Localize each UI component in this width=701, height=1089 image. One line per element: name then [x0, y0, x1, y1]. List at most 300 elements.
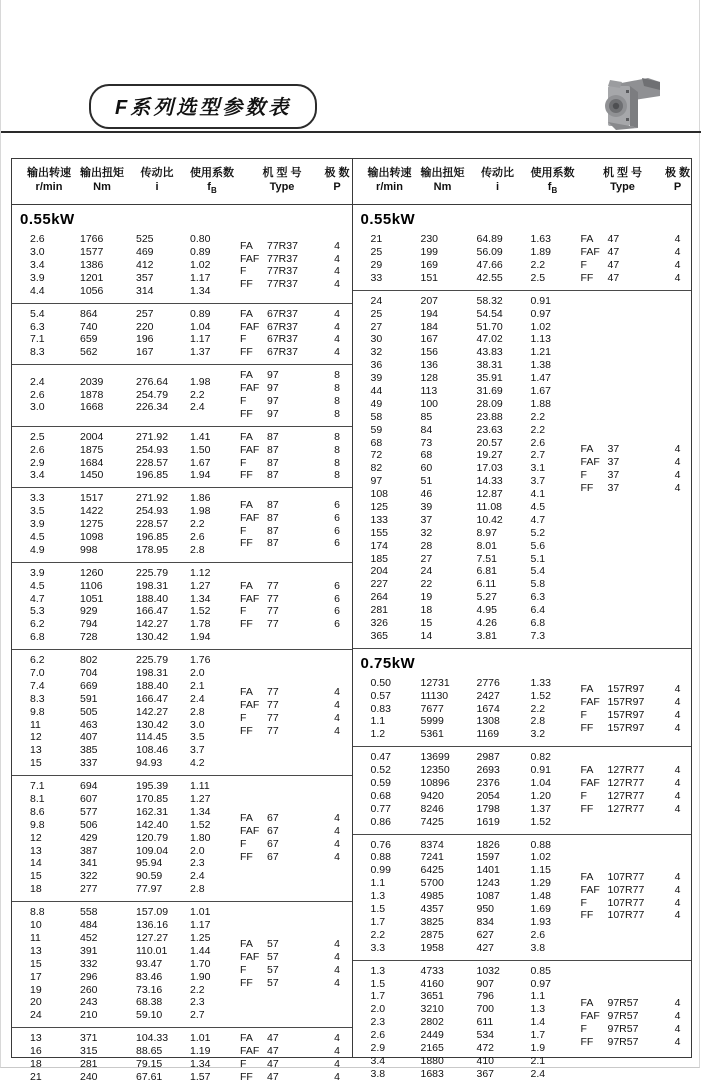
value: 1169 [476, 728, 500, 741]
type-group [12, 1027, 352, 1089]
poles-value: 4 [334, 851, 340, 864]
header-line1: 极 数 [324, 167, 350, 179]
value: 1.52 [190, 818, 211, 831]
type-prefix: FF [240, 407, 253, 420]
header-line1: 极 数 [664, 167, 691, 179]
type-model: 97R57 [607, 1022, 639, 1035]
header-line2 [581, 180, 665, 194]
value: 2.7 [530, 449, 546, 462]
value: 1684 [80, 456, 104, 469]
ratio-values [130, 1032, 184, 1084]
value: 365 [370, 629, 389, 642]
type-model: 87 [267, 443, 279, 456]
value: 72 [370, 449, 383, 462]
header-unit: r/min [376, 181, 403, 193]
value: 5999 [420, 715, 444, 728]
value: 1.63 [530, 233, 551, 246]
value: 525 [136, 233, 154, 246]
value: 1.3 [530, 1003, 546, 1016]
value: 2.1 [190, 679, 205, 692]
torque-values [415, 839, 471, 955]
value: 4.9 [30, 543, 45, 556]
type-prefix: FF [240, 851, 253, 864]
poles-value: 4 [674, 481, 681, 494]
value: 6.8 [530, 617, 546, 630]
poles-value: 4 [334, 346, 340, 359]
value: 3.7 [530, 475, 546, 488]
type-label [240, 321, 324, 334]
value: 83.46 [136, 970, 163, 983]
type-model: 87 [267, 524, 279, 537]
type-label [240, 240, 324, 253]
value: 7.4 [30, 679, 45, 692]
value: 68.38 [136, 996, 163, 1009]
value: 23.63 [476, 423, 503, 436]
value: 1577 [80, 246, 104, 259]
torque-values [74, 233, 130, 297]
value: 59 [370, 423, 383, 436]
value: 2.2 [530, 423, 546, 436]
speed-values [24, 780, 74, 896]
value: 3.8 [370, 1067, 386, 1080]
value: 97 [370, 475, 383, 488]
poles-value: 4 [334, 1070, 340, 1083]
type-label [240, 382, 324, 395]
value: 1450 [80, 469, 104, 482]
poles-value: 4 [334, 938, 340, 951]
type-prefix: FF [240, 725, 253, 738]
value: 4357 [420, 903, 444, 916]
type-prefix: FAF [240, 511, 260, 524]
value: 5.27 [476, 591, 497, 604]
value: 49 [370, 397, 383, 410]
service-factor-values [184, 780, 240, 896]
type-label [240, 395, 324, 408]
header-line1: 输出扭矩 [420, 167, 465, 179]
type-prefix: FAF [580, 246, 600, 259]
type-group [12, 901, 352, 1027]
value: 326 [370, 617, 389, 630]
type-model: 67R37 [267, 320, 298, 333]
title-divider [1, 131, 701, 133]
value: 1.13 [530, 333, 551, 346]
value: 4.2 [190, 757, 205, 770]
value: 2.2 [190, 518, 205, 531]
value: 109.04 [136, 844, 169, 857]
type-label [240, 825, 324, 838]
value: 1.01 [190, 1032, 211, 1045]
value: 907 [476, 977, 495, 990]
poles-values [324, 1032, 350, 1084]
table-right-column [352, 159, 692, 1080]
type-model: 87 [267, 498, 279, 511]
value: 4733 [420, 964, 444, 977]
value: 2.4 [30, 375, 45, 388]
ratio-values [471, 677, 525, 741]
value: 24 [30, 1009, 42, 1022]
type-label [240, 431, 324, 444]
poles-value: 4 [334, 964, 340, 977]
header-line2 [415, 180, 471, 194]
value: 47.66 [476, 258, 503, 271]
poles-value: 6 [334, 511, 340, 524]
value: 19.27 [476, 449, 503, 462]
poles-value: 4 [674, 246, 681, 259]
torque-values [415, 233, 471, 285]
type-label [581, 1036, 665, 1049]
header-unit-subscript: B [551, 186, 558, 196]
poles-value: 4 [674, 802, 681, 815]
power-section [12, 205, 352, 1089]
poles-value: 4 [334, 278, 340, 291]
value: 18 [30, 883, 42, 896]
type-model: 67R37 [267, 346, 298, 359]
value: 127.27 [136, 931, 169, 944]
value: 8.97 [476, 526, 497, 539]
value: 3.1 [530, 462, 546, 475]
poles-value: 4 [334, 838, 340, 851]
value: 611 [476, 1016, 494, 1029]
header-line2 [665, 180, 691, 194]
speed-values [24, 492, 74, 556]
value: 226.34 [136, 401, 169, 414]
type-prefix: FF [240, 977, 253, 990]
value: 1.7 [370, 915, 386, 928]
poles-value: 4 [674, 909, 681, 922]
value: 24 [420, 565, 433, 578]
value: 130.42 [136, 718, 169, 731]
type-prefix: FAF [240, 825, 260, 838]
value: 104.33 [136, 1032, 169, 1045]
type-model: 107R77 [607, 909, 645, 922]
type-label [581, 1023, 665, 1036]
poles-value: 4 [674, 455, 681, 468]
type-model: 97 [267, 407, 279, 420]
value: 2.8 [190, 705, 205, 718]
value: 5.2 [530, 526, 546, 539]
value: 1422 [80, 505, 104, 518]
type-label [240, 469, 324, 482]
value: 271.92 [136, 492, 169, 505]
header-line2 [525, 180, 581, 198]
poles-values [324, 431, 350, 483]
header-line1: 传动比 [481, 167, 514, 179]
value: 198.31 [136, 579, 169, 592]
value: 1.20 [530, 789, 551, 802]
value: 669 [80, 679, 98, 692]
service-factor-values [184, 492, 240, 556]
value: 88.65 [136, 1045, 163, 1058]
value: 463 [80, 718, 98, 731]
column-header [184, 166, 240, 198]
type-label [240, 525, 324, 538]
type-label [581, 803, 665, 816]
header-line1: 机 型 号 [602, 167, 643, 179]
value: 2039 [80, 375, 104, 388]
value: 1826 [476, 838, 500, 851]
power-section [353, 648, 692, 1086]
value: 162.31 [136, 805, 169, 818]
value: 68 [370, 436, 383, 449]
ratio-values [130, 308, 184, 360]
type-label [240, 1058, 324, 1071]
type-prefix: F [240, 456, 247, 469]
gear-motor-icon [586, 72, 661, 134]
type-labels [581, 764, 665, 816]
value: 3.9 [30, 518, 45, 531]
value: 387 [80, 844, 98, 857]
value: 0.97 [530, 307, 551, 320]
value: 3.9 [30, 566, 45, 579]
type-labels [240, 369, 324, 421]
value: 407 [80, 731, 98, 744]
type-prefix: FF [580, 481, 594, 494]
poles-values [324, 499, 350, 551]
value: 506 [80, 818, 98, 831]
value: 505 [80, 705, 98, 718]
type-label [581, 884, 665, 897]
poles-value: 4 [674, 233, 681, 246]
value: 151 [420, 271, 439, 284]
value: 125 [370, 501, 389, 513]
value: 2.4 [190, 692, 205, 705]
type-group [353, 746, 692, 833]
value: 276.64 [136, 375, 169, 388]
value: 6.81 [476, 565, 497, 578]
value: 155 [370, 526, 389, 539]
type-prefix: F [240, 333, 247, 346]
type-label [240, 333, 324, 346]
type-label [581, 777, 665, 790]
type-model: 77 [267, 605, 279, 618]
value: 85 [420, 410, 433, 423]
value: 47.02 [476, 333, 503, 346]
value: 19 [420, 591, 433, 604]
type-model: 57 [267, 951, 279, 964]
type-model: 77R37 [267, 239, 298, 252]
header-unit: Type [610, 181, 635, 193]
value: 184 [420, 320, 439, 333]
header-line1: 输出转速 [367, 167, 412, 179]
value: 2.3 [190, 857, 205, 870]
value: 2776 [476, 676, 500, 689]
value: 1.2 [370, 728, 386, 741]
value: 391 [80, 944, 98, 957]
value: 1.01 [190, 906, 211, 919]
type-prefix: F [580, 896, 587, 909]
value: 22 [420, 578, 433, 591]
value: 0.89 [190, 307, 211, 320]
value: 0.99 [370, 864, 391, 877]
value: 0.52 [370, 764, 391, 777]
value: 68 [420, 449, 433, 462]
value: 2.8 [190, 543, 205, 556]
type-model: 67 [267, 812, 279, 825]
value: 166.47 [136, 605, 169, 618]
value: 58 [370, 410, 383, 423]
poles-values [665, 764, 691, 816]
type-prefix: F [240, 1057, 247, 1070]
type-model: 47 [267, 1057, 279, 1070]
value: 39 [370, 372, 383, 385]
value: 2.0 [190, 667, 205, 680]
value: 3.4 [30, 258, 45, 271]
service-factor-values [184, 567, 240, 644]
value: 1.52 [190, 605, 211, 618]
poles-value: 4 [674, 1009, 681, 1022]
value: 51 [420, 475, 433, 488]
column-header [130, 166, 184, 198]
type-model: 77 [267, 712, 279, 725]
value: 1.67 [190, 456, 211, 469]
value: 174 [370, 539, 389, 552]
value: 17.03 [476, 462, 503, 475]
value: 1.02 [530, 851, 551, 864]
value: 13 [30, 1032, 42, 1045]
service-factor-values [525, 839, 581, 955]
type-model: 107R77 [607, 883, 645, 896]
value: 1.34 [190, 284, 211, 297]
type-prefix: F [240, 265, 247, 278]
value: 31.69 [476, 384, 503, 397]
header-line1: 机 型 号 [262, 167, 302, 179]
value: 3825 [420, 915, 444, 928]
poles-values [665, 871, 691, 923]
value: 3.3 [370, 941, 386, 954]
value: 12731 [420, 676, 450, 689]
value: 3.0 [30, 401, 45, 414]
value: 1.29 [530, 877, 551, 890]
value: 3.9 [30, 271, 45, 284]
poles-values [324, 938, 350, 990]
value: 54.54 [476, 307, 503, 320]
poles-value: 4 [674, 870, 681, 883]
value: 1.98 [190, 375, 211, 388]
header-unit: f [207, 181, 211, 193]
value: 271.92 [136, 430, 169, 443]
header-unit: i [155, 181, 159, 193]
value: 8.3 [30, 346, 45, 359]
value: 13 [30, 744, 42, 757]
type-model: 157R97 [607, 709, 645, 722]
type-group [353, 290, 692, 648]
value: 2.2 [530, 258, 546, 271]
header-line2 [240, 180, 324, 194]
type-label [240, 812, 324, 825]
type-model: 67 [267, 851, 279, 864]
header-line2 [324, 180, 350, 194]
value: 1.4 [530, 1016, 546, 1029]
value: 13699 [420, 751, 450, 764]
type-model: 87 [267, 537, 279, 550]
speed-values [24, 567, 74, 644]
poles-values [665, 443, 691, 495]
value: 19 [30, 983, 42, 996]
selection-table [11, 158, 692, 1083]
value: 32 [370, 346, 383, 359]
value: 0.88 [530, 838, 551, 851]
value: 73.16 [136, 983, 163, 996]
type-prefix: FAF [580, 777, 600, 790]
value: 0.88 [370, 851, 391, 864]
type-label [581, 246, 665, 259]
type-model: 97R57 [607, 1035, 639, 1048]
poles-value: 4 [334, 686, 340, 699]
value: 2427 [476, 689, 500, 702]
value: 591 [80, 692, 98, 705]
poles-value: 4 [334, 825, 340, 838]
type-prefix: FAF [240, 592, 260, 605]
value: 1.21 [530, 346, 551, 359]
value: 1.52 [530, 689, 551, 702]
ratio-values [471, 233, 525, 285]
ratio-values [130, 780, 184, 896]
header-line2 [184, 180, 240, 198]
type-model: 67 [267, 825, 279, 838]
ratio-values [130, 233, 184, 297]
poles-value: 4 [334, 812, 340, 825]
value: 196.85 [136, 531, 169, 543]
type-group [353, 834, 692, 960]
type-label [240, 938, 324, 951]
poles-value: 4 [334, 333, 340, 346]
type-model: 47 [267, 1070, 279, 1083]
type-label [240, 278, 324, 291]
type-prefix: FA [580, 233, 594, 246]
poles-value: 6 [334, 498, 340, 511]
value: 469 [136, 246, 154, 259]
value: 4.1 [530, 488, 546, 501]
power-section-title: 0.55kW [20, 211, 75, 229]
value: 27 [420, 552, 433, 565]
value: 577 [80, 805, 98, 818]
value: 3.81 [476, 629, 497, 642]
value: 156 [420, 346, 439, 359]
speed-values [365, 295, 415, 643]
value: 1.89 [530, 246, 551, 259]
value: 1087 [476, 890, 500, 903]
value: 1.19 [190, 1045, 211, 1058]
value: 3.4 [370, 1054, 386, 1067]
type-label [240, 699, 324, 712]
type-labels [240, 308, 324, 360]
poles-value: 6 [334, 524, 340, 537]
header-line1: 使用系数 [190, 167, 234, 179]
poles-value: 4 [334, 265, 340, 278]
type-model: 47 [267, 1032, 279, 1045]
value: 2.6 [30, 443, 45, 456]
service-factor-values [525, 233, 581, 285]
value: 704 [80, 667, 98, 680]
value: 28 [420, 539, 433, 552]
value: 2376 [476, 777, 500, 790]
value: 2.9 [370, 1041, 386, 1054]
poles-value: 4 [334, 307, 340, 320]
poles-value: 4 [334, 1045, 340, 1058]
type-label [240, 346, 324, 359]
type-model: 87 [267, 469, 279, 482]
value: 7.51 [476, 552, 497, 565]
header-unit: P [333, 181, 341, 193]
type-model: 67 [267, 838, 279, 851]
value: 1032 [476, 964, 500, 977]
type-label [581, 764, 665, 777]
poles-values [324, 812, 350, 864]
value: 694 [80, 780, 98, 793]
type-label [240, 580, 324, 593]
poles-value: 6 [334, 618, 340, 631]
value: 21 [30, 1070, 42, 1083]
